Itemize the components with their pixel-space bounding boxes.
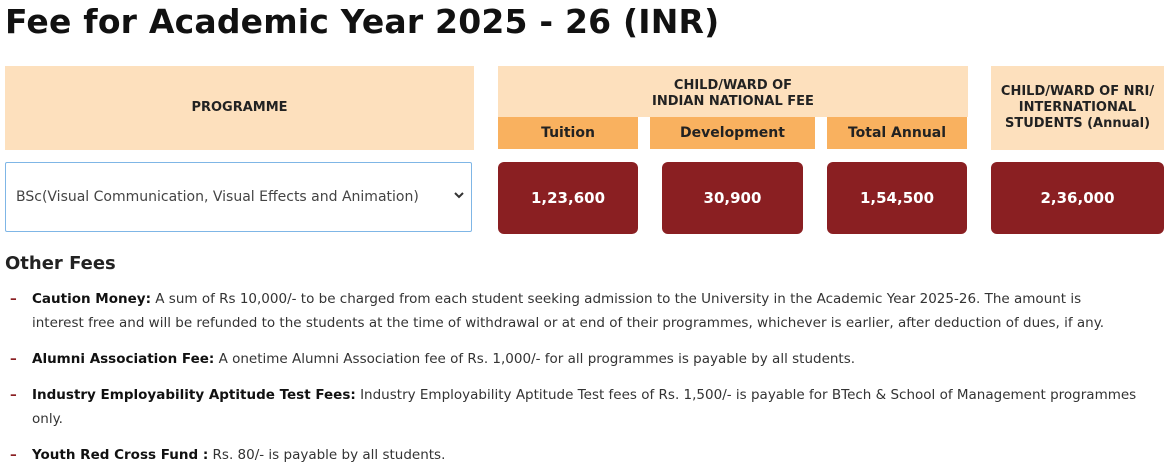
development-value-text: 30,900 <box>703 189 762 207</box>
dash-bullet-icon: – <box>10 291 17 307</box>
tuition-header <box>498 117 638 149</box>
development-header <box>650 117 815 149</box>
fee-item-text-cont: only. <box>32 411 63 427</box>
nri-value <box>991 162 1164 234</box>
tuition-value <box>498 162 638 234</box>
programme-header <box>5 66 474 150</box>
dash-bullet-icon: – <box>10 387 17 403</box>
fee-item-label: Industry Employability Aptitude Test Fees: <box>32 387 356 403</box>
nri-header-line1: CHILD/WARD OF NRI/ <box>1000 84 1155 99</box>
fee-item-label: Alumni Association Fee: <box>32 351 215 367</box>
indian-fee-header-line2: INDIAN NATIONAL FEE <box>652 94 814 109</box>
total-annual-value-text: 1,54,500 <box>859 189 935 207</box>
nri-header-line2: INTERNATIONAL <box>1018 100 1137 115</box>
total-annual-value <box>827 162 967 234</box>
development-value <box>662 162 803 234</box>
development-header-label: Development <box>680 125 785 141</box>
fee-item-alumni <box>10 347 1160 371</box>
dash-bullet-icon: – <box>10 351 17 367</box>
fee-item-text: A onetime Alumni Association fee of Rs. 1,000/- for all programmes is payable by all students. <box>218 351 856 367</box>
fee-item-label: Caution Money: <box>32 291 151 307</box>
indian-fee-header-line1: CHILD/WARD OF <box>673 78 793 93</box>
page-title: Fee for Academic Year 2025 - 26 (INR) <box>5 2 720 41</box>
fee-item-red-cross <box>10 443 1160 467</box>
total-annual-header-label: Total Annual <box>847 125 947 141</box>
fee-item-aptitude-test <box>10 383 1160 431</box>
fee-item-caution-money <box>10 287 1160 335</box>
chevron-down-icon <box>453 189 465 201</box>
nri-value-text: 2,36,000 <box>1040 189 1115 207</box>
programme-header-label: PROGRAMME <box>191 100 288 115</box>
dash-bullet-icon: – <box>10 447 17 463</box>
indian-fee-header <box>498 66 968 117</box>
tuition-header-label: Tuition <box>541 125 595 141</box>
programme-select[interactable] <box>5 162 472 232</box>
tuition-value-text: 1,23,600 <box>530 189 606 207</box>
fee-item-label: Youth Red Cross Fund : <box>32 447 209 463</box>
programme-select-value: BSc(Visual Communication, Visual Effects and Animation) <box>16 189 419 205</box>
nri-fee-header <box>991 66 1164 150</box>
total-annual-header <box>827 117 967 149</box>
other-fees-title: Other Fees <box>5 253 116 274</box>
fee-item-text: Industry Employability Aptitude Test fees of Rs. 1,500/- is payable for BTech & School of Management programmes <box>360 387 1137 403</box>
fee-item-text: A sum of Rs 10,000/- to be charged from each student seeking admission to the University in the Academic Year 2025-26. The amount is <box>155 291 1082 307</box>
nri-header-line3: STUDENTS (Annual) <box>1004 116 1151 131</box>
fee-item-text-cont: interest free and will be refunded to the students at the time of withdrawal or at end of their programmes, whichever is earlier, after deduction of dues, if any. <box>32 315 1105 331</box>
fee-item-text: Rs. 80/- is payable by all students. <box>212 447 446 463</box>
